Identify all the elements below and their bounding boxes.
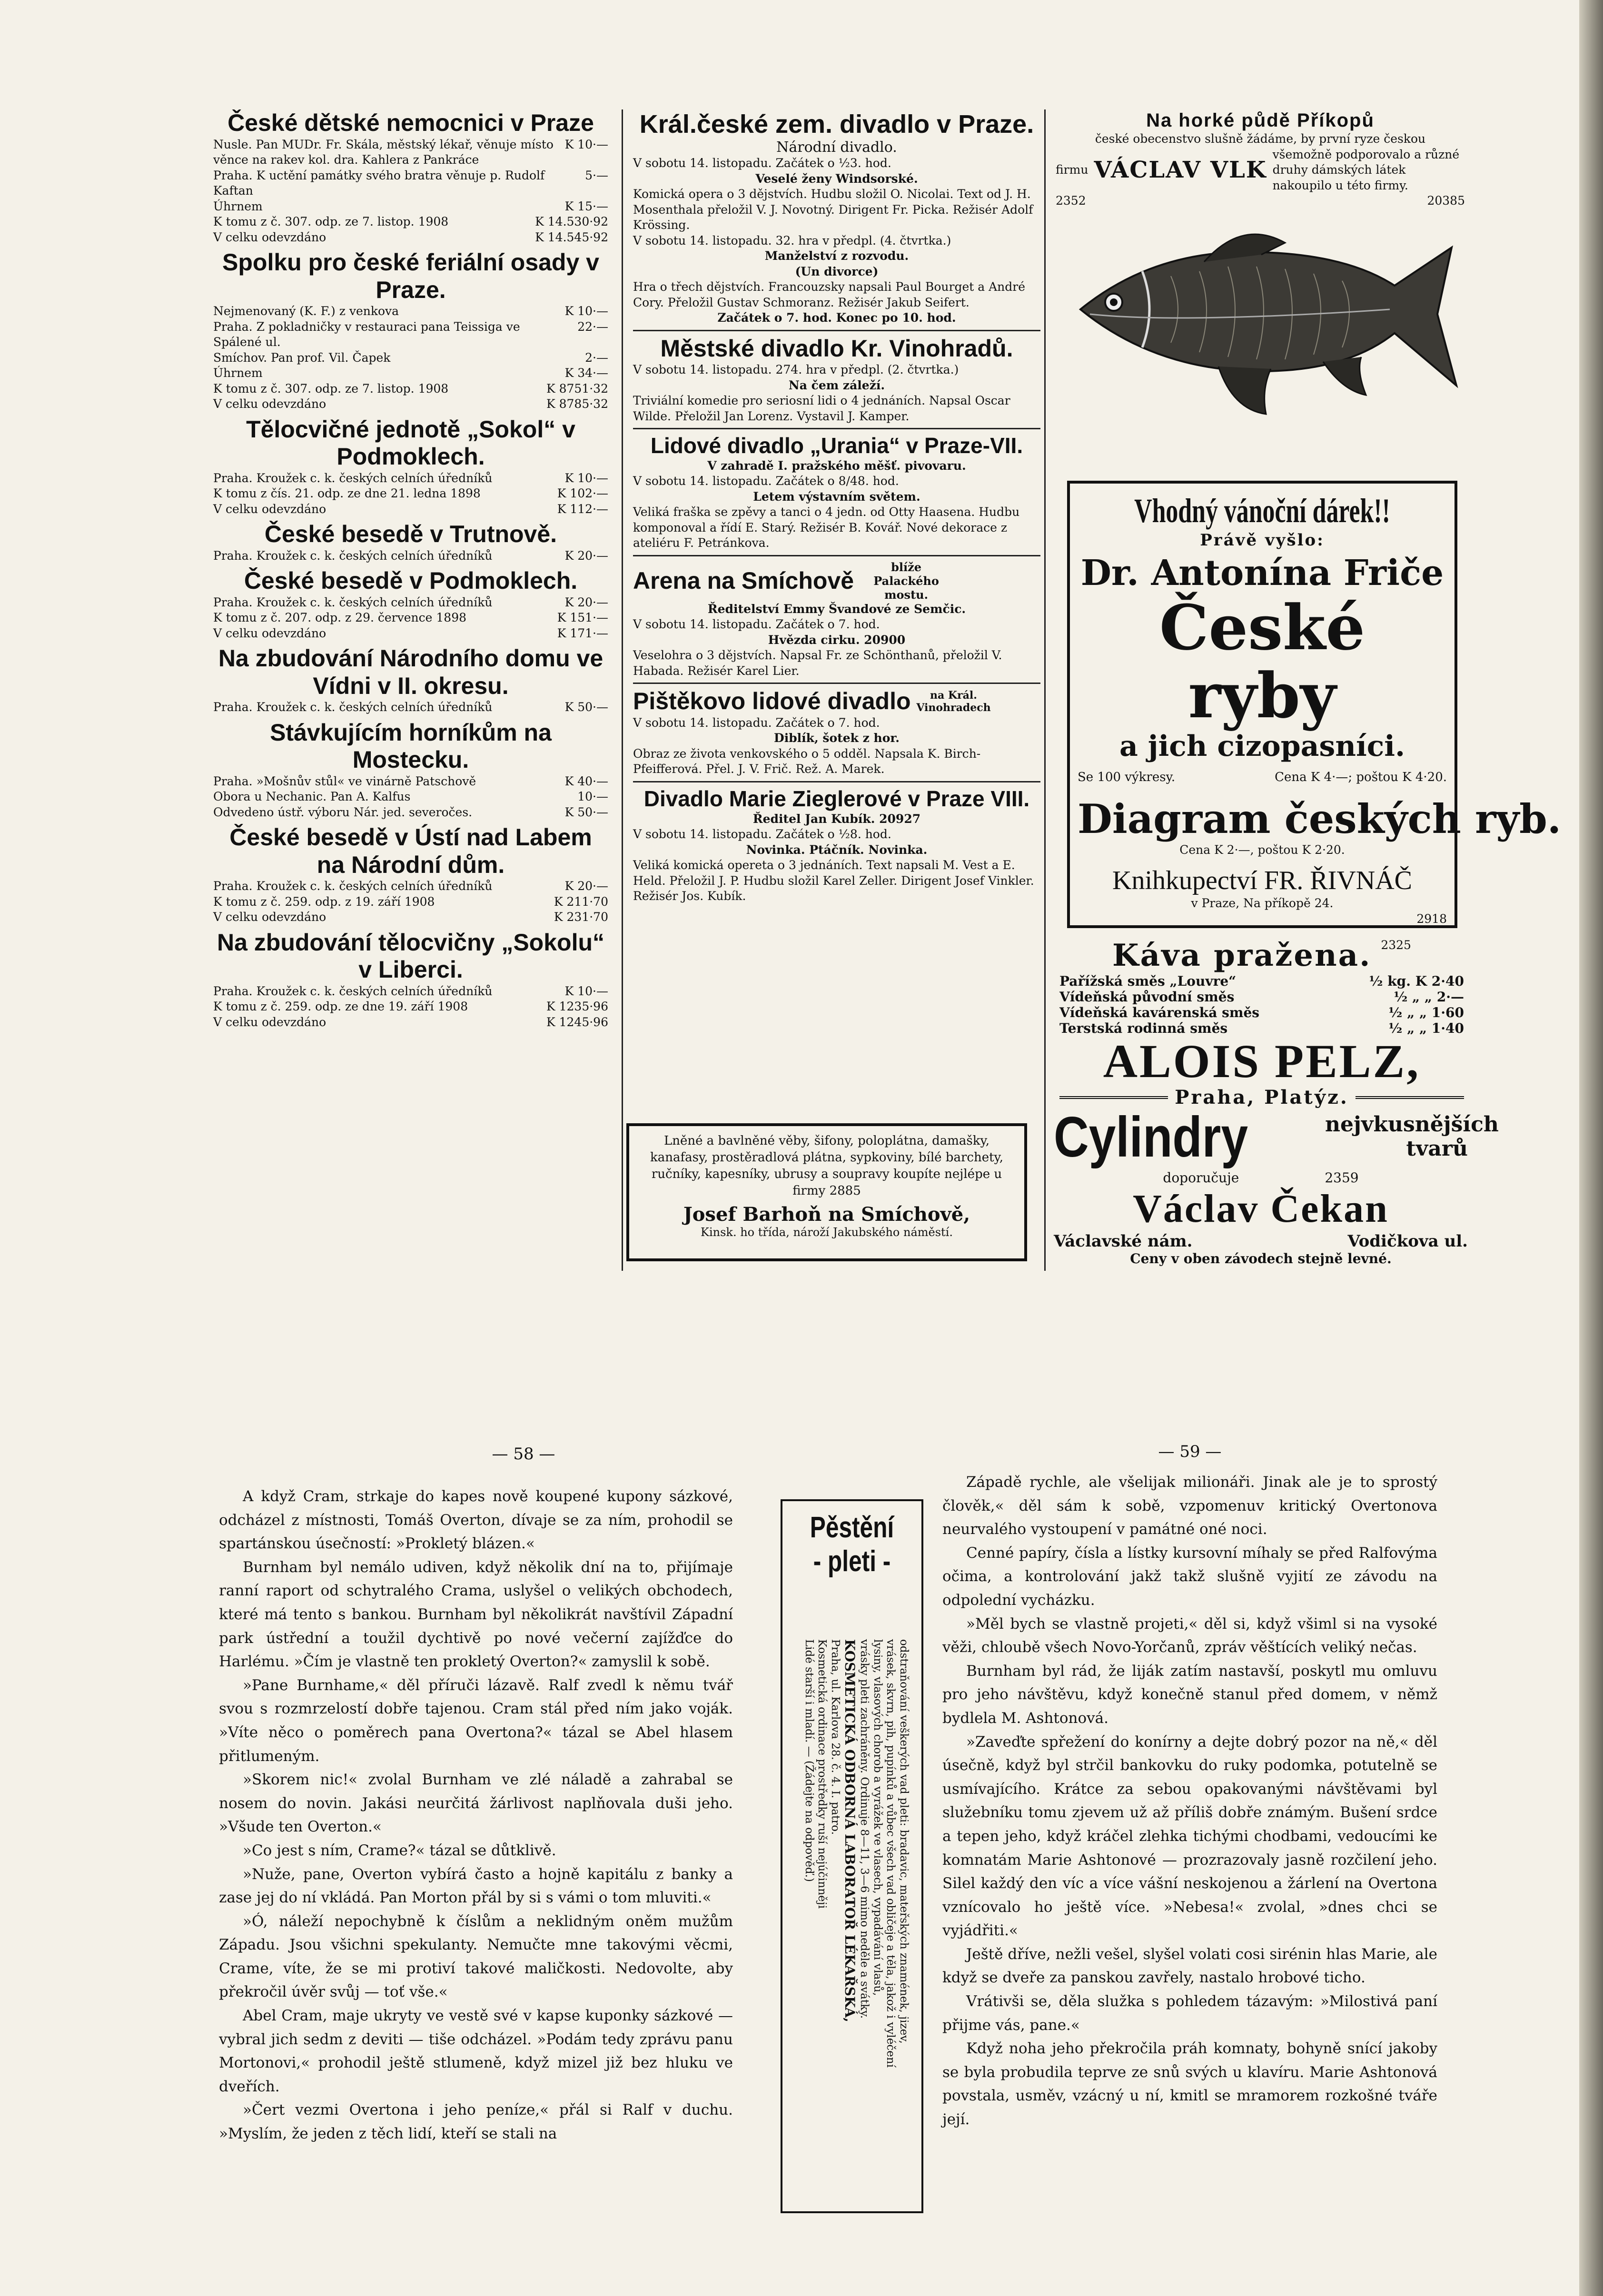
ledger-amount: K 20·— bbox=[564, 879, 608, 893]
s3-list bbox=[213, 471, 608, 517]
s2-list bbox=[213, 304, 608, 412]
ledger-amount: 22·— bbox=[577, 319, 608, 334]
t1-title: Král.české zem. divadlo v Praze. bbox=[639, 110, 1034, 139]
coffee-title: Káva pražena. bbox=[1112, 938, 1372, 973]
vlk-name: VÁCLAV VLK bbox=[1094, 157, 1267, 184]
cekan-ad bbox=[1054, 1104, 1499, 1267]
t6-body bbox=[633, 812, 1040, 904]
cylinder-side2: tvarů bbox=[1406, 1137, 1468, 1161]
ledger-row bbox=[213, 199, 608, 215]
ledger-text: K tomu z č. 259. odp. ze dne 19. září 1908 bbox=[213, 1000, 468, 1013]
pelz-name: ALOIS PELZ, bbox=[1103, 1035, 1421, 1088]
ledger-amount: K 40·— bbox=[564, 774, 608, 788]
cosmetics-title2: - pleti - bbox=[813, 1545, 891, 1578]
ledger-text: V celku odevzdáno bbox=[213, 502, 327, 516]
ledger-row bbox=[213, 894, 608, 910]
story-paragraph: A když Cram, strkaje do kapes nově koupené kupony sázkové, odcházel z místnosti, Tomáš Overton, dívaje se za ním, prohodil se spartánskou úsečností: »Prokletý blázen.« bbox=[219, 1488, 733, 1553]
coffee-list bbox=[1059, 973, 1464, 1036]
fric-ad-subtitle: Právě vyšlo: bbox=[1200, 531, 1325, 550]
story-paragraph: »Nuže, pane, Overton vybírá často a hojně kapitálu z banky a zase jej do ní vkládá. Pan Morton přál by si s vámi o tom mluviti.« bbox=[219, 1865, 733, 1907]
story-paragraph: Vrátivši se, děla služka s pohledem tázavým: »Milostivá paní přijme vás, pane.« bbox=[942, 1993, 1437, 2034]
listing-line: (Un divorce) bbox=[795, 264, 879, 278]
cosmetics-rotated-text bbox=[801, 1639, 910, 2201]
donations-column bbox=[213, 109, 608, 1030]
s4-title: České besedě v Trutnově. bbox=[264, 521, 557, 547]
vlk-firm: firmu bbox=[1056, 163, 1088, 177]
listing-line: Hvězda cirku. 20900 bbox=[768, 633, 906, 647]
s5-list bbox=[213, 595, 608, 642]
listing-line: Veselé ženy Windsorské. bbox=[755, 171, 918, 186]
s1-title: České dětské nemocnici v Praze bbox=[228, 109, 594, 136]
cekan-recommends: doporučuje bbox=[1163, 1170, 1239, 1186]
ledger-text: V celku odevzdáno bbox=[213, 397, 327, 411]
story-right-page bbox=[942, 1471, 1437, 2132]
ledger-text: Praha. Z pokladničky v restauraci pana Teissiga ve Spálené ul. bbox=[213, 319, 520, 349]
ledger-amount: K 1245·96 bbox=[546, 1015, 608, 1029]
coffee-row bbox=[1059, 989, 1464, 1005]
ledger-text: Obora u Nechanic. Pan A. Kalfus bbox=[213, 790, 411, 803]
s9-list bbox=[213, 984, 608, 1030]
ledger-amount: 2·— bbox=[585, 350, 608, 365]
coffee-price: ½ kg. K 2·40 bbox=[1369, 973, 1464, 989]
ledger-row bbox=[213, 548, 608, 564]
t5-title: Pištěkovo lidové divadlo bbox=[633, 688, 911, 715]
fric-illustrations: Se 100 výkresy. bbox=[1078, 770, 1176, 784]
cosmetics-line: odstraňování veškerých vad pleti: bradavic, mateřských znamének, jizev, bbox=[898, 1639, 910, 2044]
column-divider-1 bbox=[622, 109, 623, 1271]
cekan-place1: Václavské nám. bbox=[1054, 1232, 1193, 1251]
cosmetics-ad bbox=[781, 1499, 923, 2213]
barhon-ad bbox=[626, 1123, 1027, 1261]
listing-line: V sobotu 14. listopadu. Začátek o 8/48. hod. bbox=[633, 474, 899, 488]
rivnac-shop: Knihkupectví FR. ŘIVNÁČ bbox=[1112, 866, 1412, 896]
ledger-amount: K 20·— bbox=[564, 548, 608, 563]
cosmetics-line: lysiny, vlasových chorob a vyrážek ve vlasech, vypadávání vlasů, bbox=[871, 1639, 884, 1996]
t4-heading bbox=[633, 560, 1040, 602]
cosmetics-line: Kosmetická ordinace prostředky ruší nejúčinněji bbox=[816, 1639, 829, 1909]
ledger-row bbox=[213, 319, 608, 350]
story-paragraph: »Ó, náleží nepochybně k číslům a neklidným oněm mužům Západu. Jsou všichni spekulanty. Nemučte mne takovými věcmi, Crame, víte, že se mi protiví takové maličkosti. Nedovolte, aby překročil úvěr svůj — toť vše.« bbox=[219, 1912, 733, 2001]
listing-line: Komická opera o 3 dějstvích. Hudbu složil O. Nicolai. Text od J. H. Mosenthala přeložil V. J. Novotný. Dirigent Fr. Picka. Režisér Adolf Krössing. bbox=[633, 187, 1033, 232]
s4-list bbox=[213, 548, 608, 564]
ledger-row bbox=[213, 984, 608, 1000]
listing-line: Na čem záleží. bbox=[788, 378, 885, 392]
story-paragraph: Abel Cram, maje ukryty ve vestě své v kapse kuponky sázkové — vybral jich sedm z deviti — tiše odcházel. »Podám tedy zprávu panu Mortonovi,« prohodil ještě stlumeně, když mizel již bez hluku ve dveřích. bbox=[219, 2007, 733, 2095]
ledger-text: Praha. Kroužek c. k. českých celních úředníků bbox=[213, 879, 493, 893]
ledger-amount: 10·— bbox=[577, 790, 608, 803]
t5-body bbox=[633, 715, 1040, 777]
s5-title: České besedě v Podmoklech. bbox=[244, 567, 578, 594]
ledger-amount: K 34·— bbox=[564, 366, 608, 380]
ledger-amount: K 10·— bbox=[564, 137, 608, 151]
s1-list bbox=[213, 137, 608, 246]
listing-line: V sobotu 14. listopadu. 32. hra v předpl. (4. čtvrtka.) bbox=[633, 233, 951, 247]
ledger-text: Úhrnem bbox=[213, 199, 263, 213]
listing-line: Začátek o 7. hod. Konec po 10. hod. bbox=[717, 311, 956, 325]
s6-list bbox=[213, 700, 608, 715]
coffee-blend: Vídeňská kavárenská směs bbox=[1059, 1005, 1260, 1020]
story-paragraph: »Pane Burnhame,« děl příruči lázavě. Ralf zvedl k němu tvář svou s rozmrzelostí dobře tajenou. Cram stál před ním jako voják. »Víte něco o poměrech pana Overtona?« tázal se Abel hlasem přitlumeným. bbox=[219, 1676, 733, 1765]
ledger-row bbox=[213, 304, 608, 319]
ledger-text: Praha. Kroužek c. k. českých celních úředníků bbox=[213, 700, 493, 714]
listing-line: Obraz ze života venkovského o 5 odděl. Napsala K. Birch-Pfeifferová. Přel. J. V. Frič. Rež. A. Marek. bbox=[633, 746, 981, 776]
fric-diagram-price: Cena K 2·—, poštou K 2·20. bbox=[1179, 842, 1345, 857]
listing-line: Diblík, šotek z hor. bbox=[774, 731, 900, 745]
vlk-text1: české obecenstvo slušně žádáme, by první ryze českou bbox=[1095, 132, 1426, 146]
listing-line: Triviální komedie pro seriosní lidi o 4 jednáních. Napsal Oscar Wilde. Přeložil Jan Lorenz. Vystavil J. Kamper. bbox=[633, 394, 1010, 423]
ledger-row bbox=[213, 486, 608, 502]
s6-title: Na zbudování Národního domu ve Vídni v II. okresu. bbox=[218, 645, 604, 699]
divider bbox=[633, 683, 1040, 684]
listing-line: V sobotu 14. listopadu. Začátek o 7. hod. bbox=[633, 617, 880, 632]
coffee-price: ½ „ „ 2·— bbox=[1394, 989, 1464, 1005]
ledger-row bbox=[213, 502, 608, 517]
story-paragraph: »Čert vezmi Overtona i jeho peníze,« přál si Ralf v duchu. »Myslím, že jeden z těch lidí, kteří se stali na bbox=[219, 2101, 733, 2143]
cylinder-word: Cylindry bbox=[1054, 1105, 1248, 1169]
ledger-row bbox=[213, 137, 608, 168]
fric-price-row bbox=[1078, 770, 1447, 786]
rivnac-num: 2918 bbox=[1416, 911, 1447, 926]
coffee-price: ½ „ „ 1·40 bbox=[1388, 1020, 1464, 1036]
t4-note: blíže Palackého mostu. bbox=[873, 560, 939, 602]
barhon-ad-address: Kinsk. ho třída, nároží Jakubského náměstí. bbox=[701, 1226, 953, 1239]
t2-body bbox=[633, 362, 1040, 424]
t5-note: na Král. Vinohradech bbox=[916, 689, 991, 714]
fric-ad-title: Vhodný vánoční dárek!! bbox=[1134, 492, 1390, 530]
story-paragraph: »Zaveďte spřežení do konírny a dejte dobrý pozor na ně,« děl úsečně, když byl strčil bankovku do ruky podomka, potutelně se usmívajícího. Krátce za sebou opakovanými návštěvami byl služebníku tomu zjevem už až příliš dobře známým. Bušení srdce a tepen jeho, když kráčel zlehka tichými chodbami, vedoucími ke komnatám Marie Ashtonové — prozrazovaly jasně rozčilení jeho. Silel každý den víc a více vášní neskojenou a žárlení na Overtona vznícovalo ho ještě více. »Nebesa!« zvolal, »dnes chci se vyjádřiti.« bbox=[942, 1733, 1437, 1940]
t6-title: Divadlo Marie Zieglerové v Praze VIII. bbox=[643, 786, 1030, 811]
ledger-text: K tomu z č. 307. odp. ze 7. listop. 1908 bbox=[213, 215, 449, 228]
coffee-price: ½ „ „ 1·60 bbox=[1388, 1005, 1464, 1020]
cosmetics-line: vrásky pleti zachráněny. Ordinuje 8—11, 3—6 mimo neděle a svátky. bbox=[858, 1639, 871, 2019]
ledger-amount: K 10·— bbox=[564, 471, 608, 485]
ledger-row bbox=[213, 910, 608, 925]
t3-title: Lidové divadlo „Urania“ v Praze-VII. bbox=[650, 433, 1023, 458]
coffee-blend: Pařížská směs „Louvre“ bbox=[1059, 973, 1237, 989]
cekan-rec-row bbox=[1054, 1170, 1468, 1186]
cekan-footer: Ceny v oben závodech stejně levné. bbox=[1130, 1251, 1392, 1267]
ledger-text: Nejmenovaný (K. F.) z venkova bbox=[213, 304, 399, 318]
fric-book-title: České ryby bbox=[1159, 591, 1366, 732]
coffee-blend: Vídeňská původní směs bbox=[1059, 989, 1235, 1005]
ledger-text: V celku odevzdáno bbox=[213, 1015, 327, 1029]
ledger-text: Úhrnem bbox=[213, 366, 263, 380]
ledger-row bbox=[213, 471, 608, 486]
story-paragraph: Západě rychle, ale všelijak milionáři. Jinak ale je to sprostý člověk,« děl sám k sobě, vzpomenuv kritický Overtonova neurvalého vystoupení v památné oné noci. bbox=[942, 1474, 1437, 1538]
vlk-num1: 2352 bbox=[1056, 194, 1086, 208]
divider bbox=[633, 555, 1040, 556]
listing-line: V zahradě I. pražského měšť. pivovaru. bbox=[707, 458, 966, 473]
fish-illustration bbox=[1061, 190, 1461, 438]
ledger-row bbox=[213, 168, 608, 199]
cekan-num: 2359 bbox=[1325, 1170, 1359, 1186]
s2-title: Spolku pro české feriální osady v Praze. bbox=[222, 249, 599, 303]
ledger-row bbox=[213, 595, 608, 611]
ledger-row bbox=[213, 350, 608, 366]
ledger-text: Nusle. Pan MUDr. Fr. Skála, městský lékař, věnuje místo věnce na rakev kol. dra. Kahlera z Pankráce bbox=[213, 137, 554, 167]
coffee-row bbox=[1059, 1005, 1464, 1020]
ledger-row bbox=[213, 700, 608, 715]
fric-book-subtitle: a jich cizopasníci. bbox=[1119, 730, 1405, 763]
ledger-row bbox=[213, 805, 608, 821]
cosmetics-line: KOSMETICKÁ ODBORNÁ LABORATOŘ LÉKAŘSKÁ, bbox=[841, 1639, 858, 2022]
s9-title: Na zbudování tělocvičny „Sokolu“ v Liberci. bbox=[217, 929, 605, 983]
listing-line: Veliká fraška se zpěvy a tanci o 4 jedn. od Otty Haasena. Hudbu komponoval a řídí E. Starý. Režisér B. Kovář. Nové dekorace z ateliéru F. Petránkova. bbox=[633, 505, 1020, 550]
story-paragraph: Cenné papíry, čísla a lístky kursovní míhaly se před Ralfovýma očima, a kontrolování jakž takž slušně vyjití ze závodu na odpolední vycházku. bbox=[942, 1544, 1437, 1609]
ledger-amount: K 211·70 bbox=[554, 894, 608, 909]
listing-line: Veliká komická opereta o 3 jednáních. Text napsali M. Vest a E. Held. Přeložil J. P. Hudbu složil Karel Zeller. Dirigent Josef Vinkler. Režisér Jos. Kubík. bbox=[633, 858, 1034, 903]
ledger-row bbox=[213, 381, 608, 397]
story-paragraph: »Skorem nic!« zvolal Burnham ve zlé náladě a zahrabal se nosem do novin. Jakási neurčitá žárlivost naplňovala duši jeho. »Všude ten Overton.« bbox=[219, 1771, 733, 1836]
barhon-ad-text: Lněné a bavlněné věby, šifony, poloplátna, damašky, kanafasy, prostěradlová plátna, sypkoviny, bílé barchety, ručníky, kapesníky, ubrusy a soupravy koupíte nejlépe u firmy 2885 bbox=[650, 1134, 1004, 1198]
ledger-text: K tomu z č. 259. odp. z 19. září 1908 bbox=[213, 894, 435, 909]
cosmetics-title1: Pěstění bbox=[810, 1511, 894, 1544]
ledger-row bbox=[213, 396, 608, 412]
ledger-amount: K 8785·32 bbox=[546, 397, 608, 411]
theatre-column bbox=[633, 109, 1040, 904]
vlk-text2: všemožně podporovalo a různé druhy dámských látek nakoupilo u této firmy. bbox=[1272, 147, 1460, 192]
coffee-ad bbox=[1059, 938, 1464, 1108]
listing-line: V sobotu 14. listopadu. Začátek o ½8. hod. bbox=[633, 827, 891, 841]
story-paragraph: »Měl bych se vlastně projeti,« děl si, když všiml si na vysoké věži, chloubě všech Novo-Yorčanů, zpráv věštících veliký nečas. bbox=[942, 1615, 1437, 1656]
ledger-text: K tomu z č. 207. odp. z 29. července 1898 bbox=[213, 611, 467, 624]
listing-line: V sobotu 14. listopadu. Začátek o ½3. hod. bbox=[633, 156, 891, 170]
s7-title: Stávkujícím horníkům na Mostecku. bbox=[270, 719, 552, 773]
vlk-num2: 20385 bbox=[1427, 194, 1465, 208]
ledger-row bbox=[213, 626, 608, 642]
ledger-amount: K 10·— bbox=[564, 304, 608, 318]
cosmetics-line: vrásek, skvrn, pih, pupínků a vůbec všech vad obličeje a těla, jakož i vyléčení bbox=[884, 1639, 897, 2068]
ledger-text: V celku odevzdáno bbox=[213, 626, 327, 640]
story-paragraph: Když noha jeho překročila práh komnaty, bohyně snící jakoby se byla probudila teprve ze snů svých u klavíru. Marie Ashtonová povstala, usměv, vzácný u ní, kmitl se mramorem rozkošné tváře její. bbox=[942, 2040, 1437, 2128]
cosmetics-line: Lidé starší i mladí. — (Žádejte na odpověď.) bbox=[802, 1639, 815, 1882]
ledger-text: Smíchov. Pan prof. Vil. Čapek bbox=[213, 350, 391, 365]
s8-title: České besedě v Ústí nad Labem na Národní dům. bbox=[229, 824, 592, 878]
t4-title: Arena na Smíchově bbox=[633, 567, 854, 594]
ledger-text: V celku odevzdáno bbox=[213, 910, 327, 924]
ledger-text: Odvedeno ústř. výboru Nár. jed. severočes. bbox=[213, 805, 473, 819]
cylinder-side1: nejvkusnějších bbox=[1325, 1112, 1499, 1137]
fric-price: Cena K 4·—; poštou K 4·20. bbox=[1275, 770, 1447, 784]
column-divider-2 bbox=[1044, 109, 1046, 1271]
ledger-text: K tomu z č. 307. odp. ze 7. listop. 1908 bbox=[213, 381, 449, 396]
ledger-row bbox=[213, 610, 608, 626]
coffee-blend: Terstská rodinná směs bbox=[1059, 1020, 1228, 1036]
ledger-row bbox=[213, 366, 608, 381]
ledger-row bbox=[213, 214, 608, 230]
listing-line: V sobotu 14. listopadu. Začátek o 7. hod. bbox=[633, 715, 880, 730]
listing-line: Novinka. Ptáčník. Novinka. bbox=[746, 842, 928, 857]
story-paragraph: Burnham byl rád, že liják zatím nastavší, poskytl mu omluvu pro jeho návštěvu, když konečně stanul před domem, v němž bydlela M. Ashtonová. bbox=[942, 1662, 1437, 1727]
listing-line: Manželství z rozvodu. bbox=[764, 249, 909, 263]
cosmetics-line: Praha, ul. Karlova 28. č. 4. I. patro. bbox=[829, 1639, 842, 1835]
t4-body bbox=[633, 602, 1040, 679]
coffee-row bbox=[1059, 973, 1464, 989]
ledger-amount: K 14.545·92 bbox=[535, 230, 608, 244]
story-paragraph: Burnham byl nemálo udiven, když několik dní na to, přijímaje ranní raport od schytralého Crama, uslyšel o velikých obchodech, které má tento s bankou. Burnham byl několikrát navštívil Západní park ústřední a toužil dychtivě po nové večerní zajížďce do Harlému. »Čím je vlastně ten prokletý Overton?« zamyslil k sobě. bbox=[219, 1558, 733, 1671]
ledger-text: Praha. Kroužek c. k. českých celních úředníků bbox=[213, 548, 493, 563]
ledger-amount: K 112·— bbox=[557, 502, 608, 516]
ledger-row bbox=[213, 999, 608, 1015]
story-paragraph: Ještě dříve, nežli vešel, slyšel volati cosi sirénin hlas Marie, ale když se dveře za panskou zavřely, nastalo hrobové ticho. bbox=[942, 1945, 1437, 1987]
vlk-title: Na horké půdě Příkopů bbox=[1146, 110, 1375, 131]
ledger-text: Praha. Kroužek c. k. českých celních úředníků bbox=[213, 471, 493, 485]
coffee-row bbox=[1059, 1020, 1464, 1036]
listing-line: Ředitelství Emmy Švandové ze Semčic. bbox=[707, 602, 966, 616]
cekan-place2: Vodičkova ul. bbox=[1347, 1232, 1468, 1251]
ledger-text: Praha. K uctění památky svého bratra věnuje p. Rudolf Kaftan bbox=[213, 168, 545, 198]
divider bbox=[633, 781, 1040, 782]
t5-heading bbox=[633, 688, 1040, 715]
ledger-row bbox=[213, 1015, 608, 1030]
ledger-amount: K 15·— bbox=[564, 199, 608, 213]
ledger-amount: 5·— bbox=[585, 168, 608, 182]
ledger-row bbox=[213, 879, 608, 894]
t2-title: Městské divadlo Kr. Vinohradů. bbox=[660, 335, 1013, 362]
ledger-amount: K 14.530·92 bbox=[535, 215, 608, 228]
t1-body bbox=[633, 156, 1040, 326]
pelz-city: Praha, Platýz. bbox=[1175, 1086, 1349, 1108]
ledger-amount: K 10·— bbox=[564, 984, 608, 998]
story-left-page bbox=[219, 1485, 733, 2146]
ledger-row bbox=[213, 230, 608, 246]
fric-book-ad bbox=[1067, 481, 1562, 928]
ledger-amount: K 102·— bbox=[557, 486, 608, 500]
vlk-firm-row bbox=[1056, 147, 1465, 194]
ledger-amount: K 8751·32 bbox=[546, 381, 608, 396]
listing-line: Veselohra o 3 dějstvích. Napsal Fr. ze Schönthanů, přeložil V. Habada. Režisér Karel Lier. bbox=[633, 648, 1002, 678]
ledger-amount: K 231·70 bbox=[554, 910, 608, 924]
ledger-row bbox=[213, 774, 608, 790]
cekan-name: Václav Čekan bbox=[1133, 1187, 1389, 1231]
cylinder-row bbox=[1054, 1104, 1499, 1170]
ledger-text: Praha. Kroužek c. k. českých celních úředníků bbox=[213, 984, 493, 998]
rivnac-address: v Praze, Na příkopě 24. bbox=[1191, 896, 1334, 910]
barhon-ad-name: Josef Barhoň na Smíchově, bbox=[683, 1203, 970, 1226]
ledger-row bbox=[213, 789, 608, 805]
story-paragraph: »Co jest s ním, Crame?« tázal se důtklivě. bbox=[243, 1841, 556, 1859]
t1-subtitle: Národní divadlo. bbox=[776, 139, 897, 156]
ledger-text: Praha. »Mošnův stůl« ve vinárně Patschově bbox=[213, 774, 476, 788]
coffee-num: 2325 bbox=[1381, 938, 1411, 952]
ledger-text: K tomu z čís. 21. odp. ze dne 21. ledna 1898 bbox=[213, 486, 481, 500]
page-number-left: — 58 — bbox=[492, 1445, 555, 1464]
divider bbox=[633, 428, 1040, 429]
ledger-text: V celku odevzdáno bbox=[213, 230, 327, 244]
listing-line: Hra o třech dějstvích. Francouzsky napsali Paul Bourget a André Cory. Přeložil Gustav Schmoranz. Režisér Jakub Seifert. bbox=[633, 280, 1026, 309]
ledger-amount: K 151·— bbox=[557, 611, 608, 624]
ledger-amount: K 50·— bbox=[564, 805, 608, 819]
divider bbox=[633, 330, 1040, 331]
page-edge-shadow bbox=[1579, 0, 1603, 2296]
page-number-right: — 59 — bbox=[1158, 1442, 1222, 1461]
cylinder-side bbox=[1325, 1112, 1499, 1161]
s3-title: Tělocvičné jednotě „Sokol“ v Podmoklech. bbox=[246, 416, 575, 470]
ledger-amount: K 171·— bbox=[557, 626, 608, 640]
coffee-heading bbox=[1059, 938, 1464, 973]
ledger-text: Praha. Kroužek c. k. českých celních úředníků bbox=[213, 595, 493, 609]
s8-list bbox=[213, 879, 608, 925]
ledger-amount: K 50·— bbox=[564, 700, 608, 714]
s7-list bbox=[213, 774, 608, 821]
fric-author: Dr. Antonína Friče bbox=[1080, 553, 1444, 594]
listing-line: V sobotu 14. listopadu. 274. hra v předpl. (2. čtvrtka.) bbox=[633, 363, 959, 377]
ledger-amount: K 20·— bbox=[564, 595, 608, 609]
t3-body bbox=[633, 458, 1040, 551]
cekan-places bbox=[1054, 1232, 1468, 1251]
ledger-amount: K 1235·96 bbox=[546, 1000, 608, 1013]
listing-line: Ředitel Jan Kubík. 20927 bbox=[752, 812, 921, 826]
listing-line: Letem výstavním světem. bbox=[753, 489, 920, 504]
fric-diagram-title: Diagram českých ryb. bbox=[1078, 795, 1562, 842]
